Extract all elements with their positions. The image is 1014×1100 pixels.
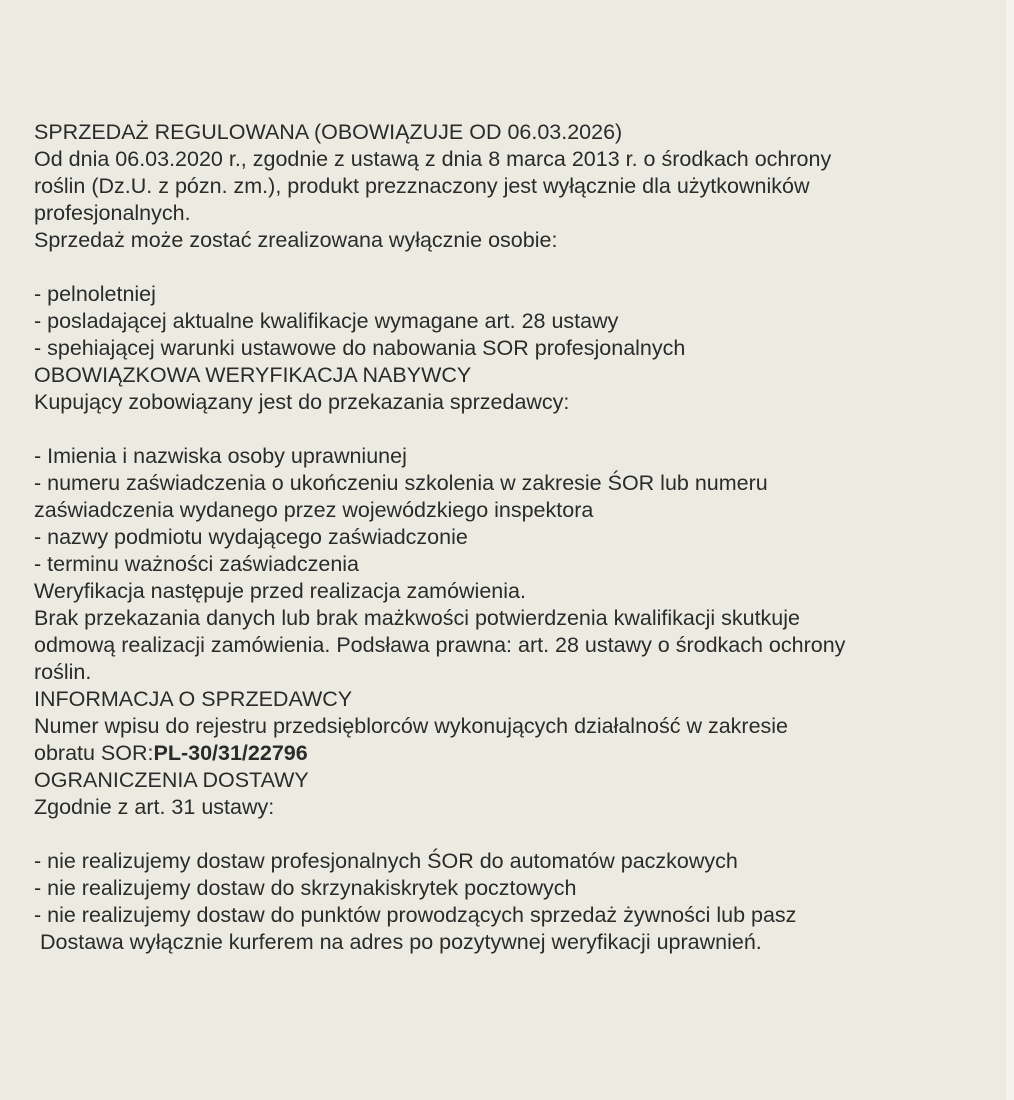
section-heading-verification: OBOWIĄZKOWA WERYFIKACJA NABYWCY [34,363,472,387]
verification-item: - Imienia i nazwiska osoby uprawniunej [34,444,407,468]
blank-line [34,254,974,281]
verification-note: Brak przekazania danych lub brak mażkwości potwierdzenia kwalifikacji skutkuje [34,606,800,630]
requirement-item: - pelnoletniej [34,282,156,306]
verification-note: roślin. [34,660,92,684]
registry-number: PL-30/31/22796 [153,741,308,765]
blank-line [34,416,974,443]
delivery-intro: Zgodnie z art. 31 ustawy: [34,795,275,819]
section-heading-seller: INFORMACJA O SPRZEDAWCY [34,687,353,711]
verification-note: Weryfikacja następuje przed realizacja zamówienia. [34,579,526,603]
intro-line: roślin (Dz.U. z pózn. zm.), produkt prezznaczony jest wyłącznie dla użytkowników [34,174,810,198]
delivery-closing: Dostawa wyłącznie kurferem na adres po pozytywnej weryfikacji uprawnień. [40,930,762,954]
delivery-item: - nie realizujemy dostaw profesjonalnych ŚOR do automatów paczkowych [34,849,738,873]
document-body [34,119,974,956]
verification-item: - nazwy podmiotu wydającego zaświadczonie [34,525,468,549]
blank-line [34,821,974,848]
intro-line: profesjonalnych. [34,201,191,225]
seller-line: Numer wpisu do rejestru przedsięblorców wykonujących działalność w zakresie [34,714,789,738]
registry-prefix: obratu SOR: [34,741,154,765]
delivery-item: - nie realizujemy dostaw do punktów prowodzących sprzedaż żywności lub pasz [34,903,797,927]
verification-item: - numeru zaświadczenia o ukończeniu szkolenia w zakresie ŚOR lub numeru [34,471,768,495]
seller-registry-line [34,740,974,767]
verification-note: odmową realizacji zamówienia. Podsława prawna: art. 28 ustawy o środkach ochrony [34,633,846,657]
verification-item: - terminu ważności zaświadczenia [34,552,360,576]
requirement-item: - posladającej aktualne kwalifikacje wymagane art. 28 ustawy [34,309,619,333]
section-heading-delivery: OGRANICZENIA DOSTAWY [34,768,309,792]
page-edge [1006,0,1014,1100]
section-heading-regulated-sale: SPRZEDAŻ REGULOWANA (OBOWIĄZUJE OD 06.03.2026) [34,120,623,144]
delivery-item: - nie realizujemy dostaw do skrzynakiskrytek pocztowych [34,876,577,900]
verification-item: zaświadczenia wydanego przez wojewódzkiego inspektora [34,498,594,522]
requirement-item: - spehiającej warunki ustawowe do nabowania SOR profesjonalnych [34,336,686,360]
verification-intro: Kupujący zobowiązany jest do przekazania sprzedawcy: [34,390,570,414]
intro-line: Od dnia 06.03.2020 r., zgodnie z ustawą z dnia 8 marca 2013 r. o środkach ochrony [34,147,832,171]
sale-condition: Sprzedaż może zostać zrealizowana wyłącznie osobie: [34,228,558,252]
